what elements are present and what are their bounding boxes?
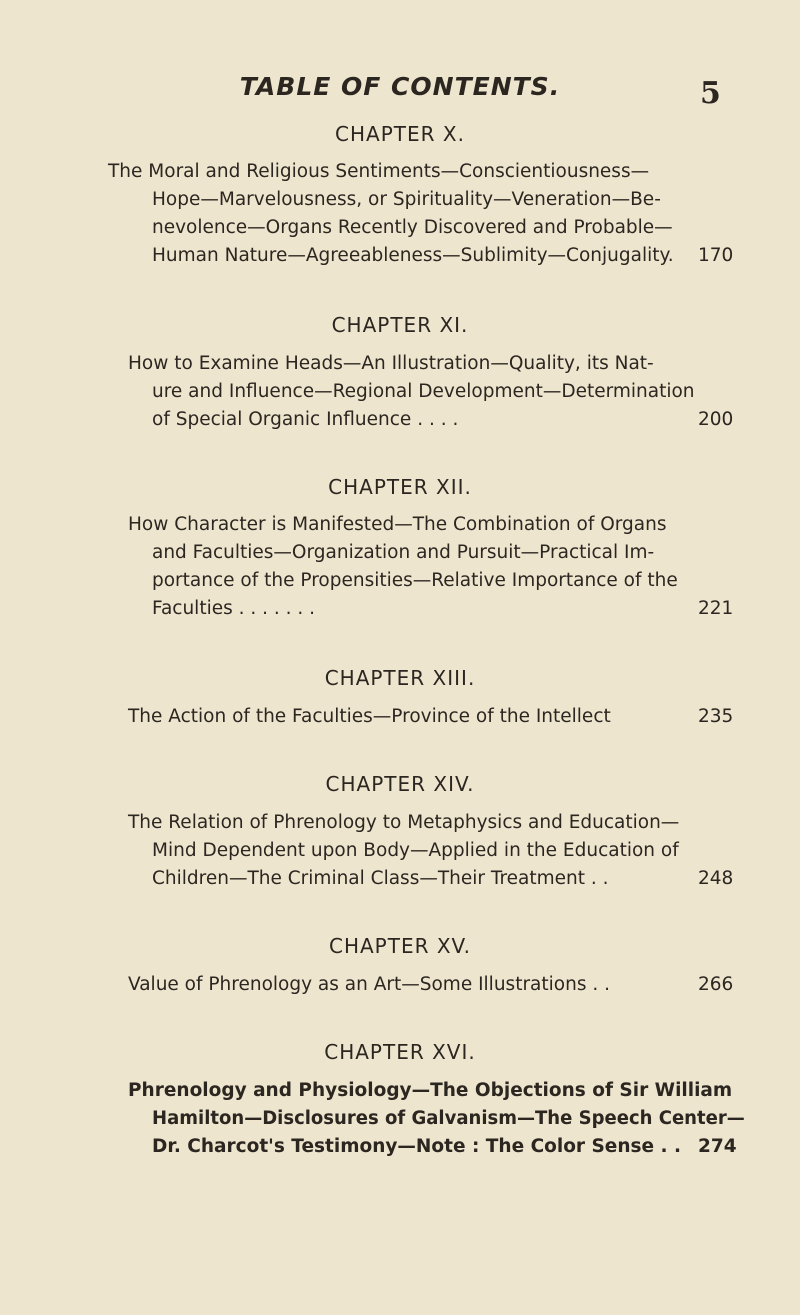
toc-page-number: 235 [698, 706, 734, 727]
toc-page-number: 248 [698, 868, 734, 889]
chapter-heading: CHAPTER XIV. [325, 772, 475, 796]
chapter-heading: CHAPTER X. [335, 122, 465, 146]
chapter-heading: CHAPTER XII. [328, 475, 472, 499]
toc-entry-line: Hope—Marvelousness, or Spirituality—Veneration—Be- [152, 189, 661, 210]
toc-entry-line: The Action of the Faculties—Province of the Intellect [128, 706, 611, 727]
toc-entry-line: Children—The Criminal Class—Their Treatment . . [152, 868, 609, 889]
toc-page-number: 221 [698, 598, 734, 619]
toc-entry-line: Phrenology and Physiology—The Objections of Sir William [128, 1080, 733, 1101]
page-number: 5 [700, 76, 721, 111]
toc-page-number: 200 [698, 409, 734, 430]
toc-entry-line: portance of the Propensities—Relative Importance of the [152, 570, 678, 591]
chapter-heading: CHAPTER XI. [331, 313, 469, 337]
toc-entry-line: Dr. Charcot's Testimony—Note : The Color Sense . . [152, 1136, 682, 1157]
toc-page-number: 266 [698, 974, 734, 995]
toc-entry-line: Human Nature—Agreeableness—Sublimity—Conjugality. [152, 245, 674, 266]
toc-entry-line: Mind Dependent upon Body—Applied in the Education of [152, 840, 679, 861]
toc-page-number: 274 [698, 1136, 737, 1157]
toc-entry-line: The Relation of Phrenology to Metaphysics and Education— [128, 812, 680, 833]
toc-page-number: 170 [698, 245, 734, 266]
toc-entry-line: of Special Organic Influence . . . . [152, 409, 459, 430]
toc-entry-line: The Moral and Religious Sentiments—Conscientiousness— [108, 161, 650, 182]
toc-entry-line: and Faculties—Organization and Pursuit—Practical Im- [152, 542, 655, 563]
chapter-heading: CHAPTER XIII. [324, 666, 476, 690]
toc-entry-line: Faculties . . . . . . . [152, 598, 316, 619]
toc-entry-line: nevolence—Organs Recently Discovered and Probable— [152, 217, 673, 238]
toc-entry-line: How to Examine Heads—An Illustration—Quality, its Nat- [128, 353, 654, 374]
toc-entry-line: Value of Phrenology as an Art—Some Illustrations . . [128, 974, 610, 995]
toc-entry-line: How Character is Manifested—The Combination of Organs [128, 514, 667, 535]
running-title: TABLE OF CONTENTS. [239, 72, 561, 101]
chapter-heading: CHAPTER XVI. [324, 1040, 476, 1064]
chapter-heading: CHAPTER XV. [328, 934, 471, 958]
toc-entry-line: ure and Influence—Regional Development—Determination [152, 381, 695, 402]
toc-entry-line: Hamilton—Disclosures of Galvanism—The Speech Center— [152, 1108, 745, 1129]
